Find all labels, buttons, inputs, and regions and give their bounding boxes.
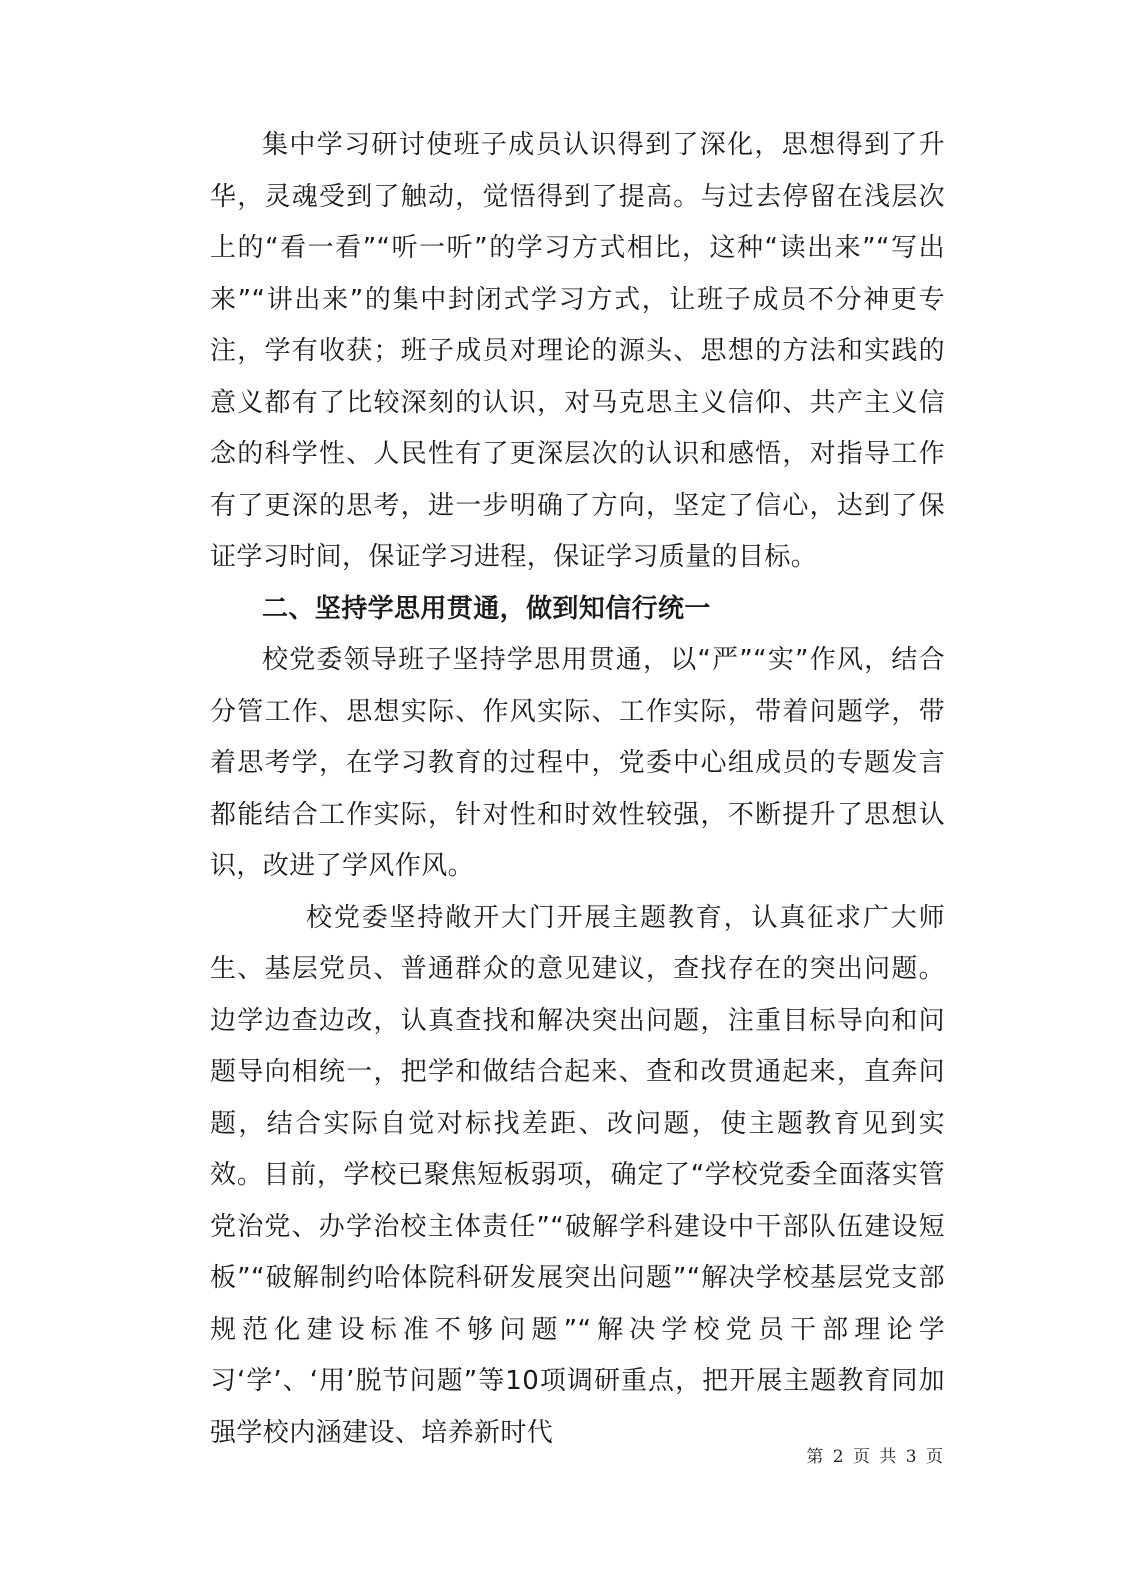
page-number: 第 2 页 共 3 页	[806, 1447, 945, 1467]
section-heading: 二、坚持学思用贯通，做到知信行统一	[262, 593, 711, 624]
document-body	[210, 120, 945, 1459]
paragraph-open-door: 校党委坚持敞开大门开展主题教育，认真征求广大师生、基层党员、普通群众的意见建议，查找存在的突出问题。边学边查边改，认真查找和解决突出问题，注重目标导向和问题导向相统一，把学和做结合起来、查和改贯通起来，直奔问题，结合实际自觉对标找差距、改问题，使主题教育见到实效。目前，学校已聚焦短板弱项，确定了“学校党委全面落实管党治党、办学治校主体责任”“破解学科建设中干部队伍建设短板”“破解制约哈体院科研发展突出问题”“解决学校基层党支部规范化建设标准不够问题”“解决学校党员干部理论学习‘学’、‘用’脱节问题”等10项调研重点，把开展主题教育同加强学校内涵建设、培养新时代	[210, 902, 945, 1448]
paragraph-leadership: 校党委领导班子坚持学思用贯通，以“严”“实”作风，结合分管工作、思想实际、作风实际、工作实际，带着问题学，带着思考学，在学习教育的过程中，党委中心组成员的专题发言都能结合工作实际，针对性和时效性较强，不断提升了思想认识，改进了学风作风。	[210, 645, 945, 881]
paragraph-study-outcome: 集中学习研讨使班子成员认识得到了深化，思想得到了升华，灵魂受到了触动，觉悟得到了提高。与过去停留在浅层次上的“看一看”“听一听”的学习方式相比，这种“读出来”“写出来”“讲出来”的集中封闭式学习方式，让班子成员不分神更专注，学有收获；班子成员对理论的源头、思想的方法和实践的意义都有了比较深刻的认识，对马克思主义信仰、共产主义信念的科学性、人民性有了更深层次的认识和感悟，对指导工作有了更深的思考，进一步明确了方向，坚定了信心，达到了保证学习时间，保证学习进程，保证学习质量的目标。	[210, 130, 945, 572]
